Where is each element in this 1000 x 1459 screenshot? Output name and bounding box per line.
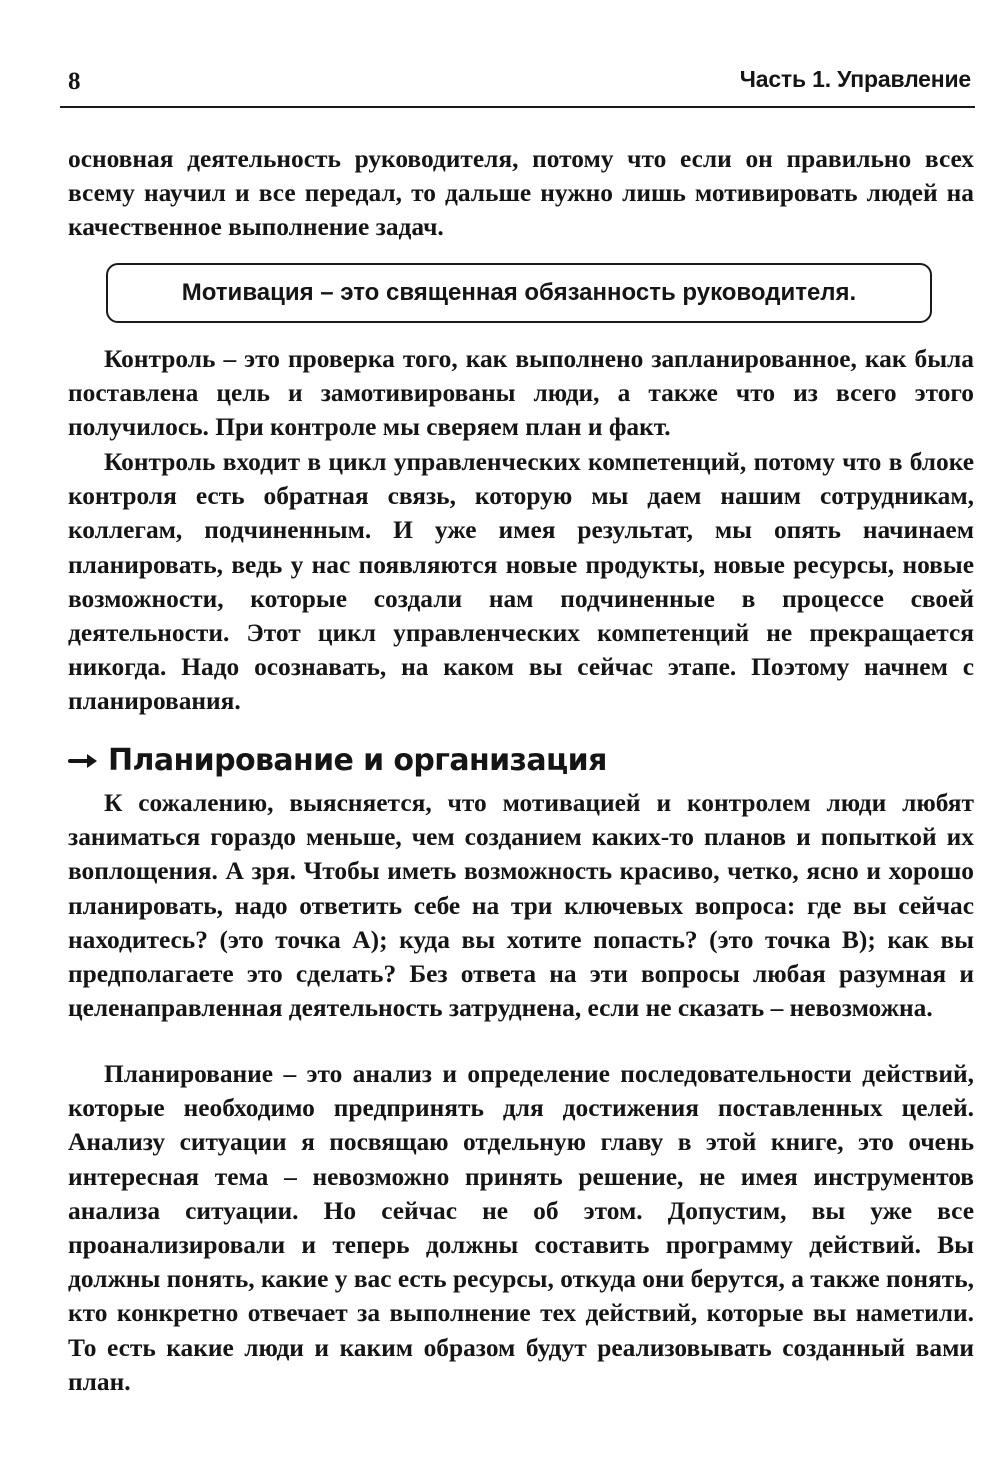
paragraph-control-cycle: Контроль входит в цикл управленческих компетенций, потому что в блоке контроля есть обратная связь, которую мы даем нашим сотрудникам, коллегам, подчиненным. И уже имея результат, мы опять начинаем планировать, ведь у нас появляются новые продукты, новые ресурсы, новые возможности, которые создали нам подчиненные в процессе своей деятельности. Этот цикл управленческих компетенций не прекращается никогда. Надо осознавать, на каком вы сейчас этапе. Поэтому начнем с планирования. bbox=[68, 448, 974, 716]
page-number: 8 bbox=[68, 68, 81, 95]
page-header bbox=[60, 58, 975, 108]
intro-paragraph: основная деятельность руководителя, потому что если он правильно всех всему научил и все передал, то дальше нужно лишь мотивировать людей на качественное выполнение задач. bbox=[68, 145, 974, 242]
section-title: Планирование и организация bbox=[108, 742, 607, 778]
section-heading bbox=[68, 738, 607, 782]
running-head: Часть 1. Управление bbox=[739, 66, 971, 92]
callout-box bbox=[106, 263, 932, 323]
arrow-right-icon bbox=[68, 750, 98, 770]
paragraph-control-definition: Контроль – это проверка того, как выполнено запланированное, как была поставлена цель и замотивированы люди, а также что из всего этого получилось. При контроле мы сверяем план и факт. bbox=[68, 345, 974, 442]
paragraph-planning-definition: Планирование – это анализ и определение последовательности действий, которые необходимо предпринять для достижения поставленных целей. Анализу ситуации я посвящаю отдельную главу в этой книге, это очень интересная тема – невозможно принять решение, не имея инструментов анализа ситуации. Но сейчас не об этом. Допустим, вы уже все проанализировали и теперь должны составить программу действий. Вы должны понять, какие у вас есть ресурсы, откуда они берутся, а также понять, кто конкретно отвечает за выполнение тех действий, которые вы наметили. То есть какие люди и каким образом будут реализовывать созданный вами план. bbox=[68, 1060, 974, 1396]
paragraph-planning-questions: К сожалению, выясняется, что мотивацией и контролем люди любят заниматься гораздо меньше, чем созданием каких-то планов и попыткой их воплощения. А зря. Чтобы иметь возможность красиво, четко, ясно и хорошо планировать, надо ответить себе на три ключевых вопроса: где вы сейчас находитесь? (это точка А); куда вы хотите попасть? (это точка В); как вы предполагаете это сделать? Без ответа на эти вопросы любая разумная и целенаправленная деятельность затруднена, если не сказать – невозможна. bbox=[68, 789, 974, 1023]
callout-text: Мотивация – это священная обязанность руководителя. bbox=[181, 279, 857, 306]
